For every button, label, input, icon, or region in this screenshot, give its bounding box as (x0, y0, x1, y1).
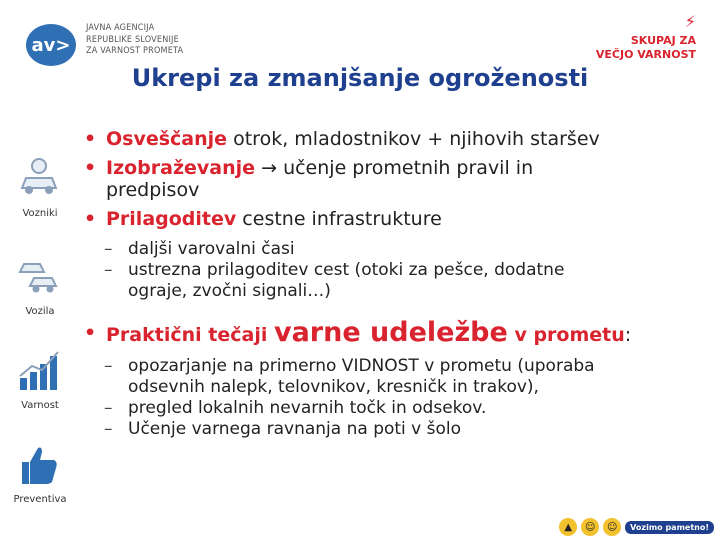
footer-smiley-icon: ☺ (603, 518, 621, 536)
bullet-colon: : (624, 324, 632, 346)
bullet-text: cestne infrastrukture (236, 208, 442, 230)
sub-bullet-text: pregled lokalnih nevarnih točk in odsekov. (128, 398, 487, 418)
bullet-text: predpisov (106, 179, 200, 201)
sub-bullet (82, 356, 702, 377)
sub-bullet-text: ustrezna prilagoditev cest (otoki za pešce, dodatne (128, 260, 565, 280)
bullet-osvescanje (82, 128, 702, 150)
sub-bullet-text: Učenje varnega ravnanja na poti v šolo (128, 419, 462, 439)
sub-bullet-continuation (82, 377, 702, 398)
agency-line: REPUBLIKE SLOVENIJE (86, 34, 179, 45)
agency-line: JAVNA AGENCIJA (86, 23, 155, 33)
dash: – (104, 356, 113, 376)
bullet-dot: • (84, 157, 97, 179)
dash: – (104, 260, 113, 280)
footer-sign-icon: ▲ (559, 518, 577, 536)
bullet-keyword: v prometu (507, 324, 625, 346)
bullet-text: učenje prometnih pravil in (277, 157, 534, 179)
sub-bullet-text: opozarjanje na primerno VIDNOST v prometu (uporaba (128, 356, 595, 376)
agency-logo: av> (26, 24, 76, 66)
sub-bullet-text: ograje, zvočni signali…) (128, 281, 331, 301)
sidebar-label-vozniki: Vozniki (22, 208, 58, 219)
agency-name (86, 23, 226, 58)
page-title: Ukrepi za zmanjšanje ogroženosti (131, 64, 589, 92)
campaign-line: VEČJO VARNOST (595, 48, 696, 61)
vehicles-icon (16, 252, 62, 298)
sub-bullet-text: daljši varovalni časi (128, 239, 295, 259)
sidebar-label-varnost: Varnost (21, 400, 59, 411)
sidebar-label-preventiva: Preventiva (13, 494, 67, 505)
sub-bullet (82, 260, 702, 281)
footer-smiley-icon: ☺ (581, 518, 599, 536)
footer-icons (559, 518, 714, 536)
bullet-keyword: Izobraževanje (106, 157, 256, 179)
sub-bullet (82, 398, 702, 419)
bullet-keyword-large: varne udeležbe (273, 317, 508, 348)
bullet-keyword: Praktični tečaji (106, 324, 274, 346)
bullet-dot: • (84, 322, 97, 344)
rising-chart-icon (16, 348, 62, 394)
bullet-izobrazevanje (82, 157, 702, 201)
bullet-dot: • (84, 208, 97, 230)
bullet-keyword: Prilagoditev (106, 208, 237, 230)
campaign-logo (595, 12, 696, 70)
footer-badge: Vozimo pametno! (625, 521, 714, 534)
bullet-keyword: Osveščanje (106, 128, 228, 150)
sub-bullet (82, 239, 702, 260)
sub-bullet-text: odsevnih nalepk, telovnikov, kresničk in trakov), (128, 377, 539, 397)
sub-bullet (82, 419, 702, 440)
agency-line: ZA VARNOST PROMETA (86, 46, 184, 56)
dash: – (104, 239, 113, 259)
sub-bullet-continuation (82, 281, 702, 302)
bullet-prakticni-tecaji (82, 318, 702, 350)
driver-car-icon (16, 154, 62, 200)
thumbs-up-icon (16, 442, 62, 488)
bullet-dot: • (84, 128, 97, 150)
bullet-text: otrok, mladostnikov + njihovih staršev (227, 128, 600, 150)
main-content (82, 128, 702, 440)
campaign-line: SKUPAJ ZA (630, 34, 696, 47)
bullet-prilagoditev (82, 208, 702, 230)
sidebar-label-vozila: Vozila (25, 306, 55, 317)
lightning-icon: ⚡ (684, 12, 696, 31)
dash: – (104, 419, 113, 439)
dash: – (104, 398, 113, 418)
arrow-icon: → (261, 157, 278, 179)
